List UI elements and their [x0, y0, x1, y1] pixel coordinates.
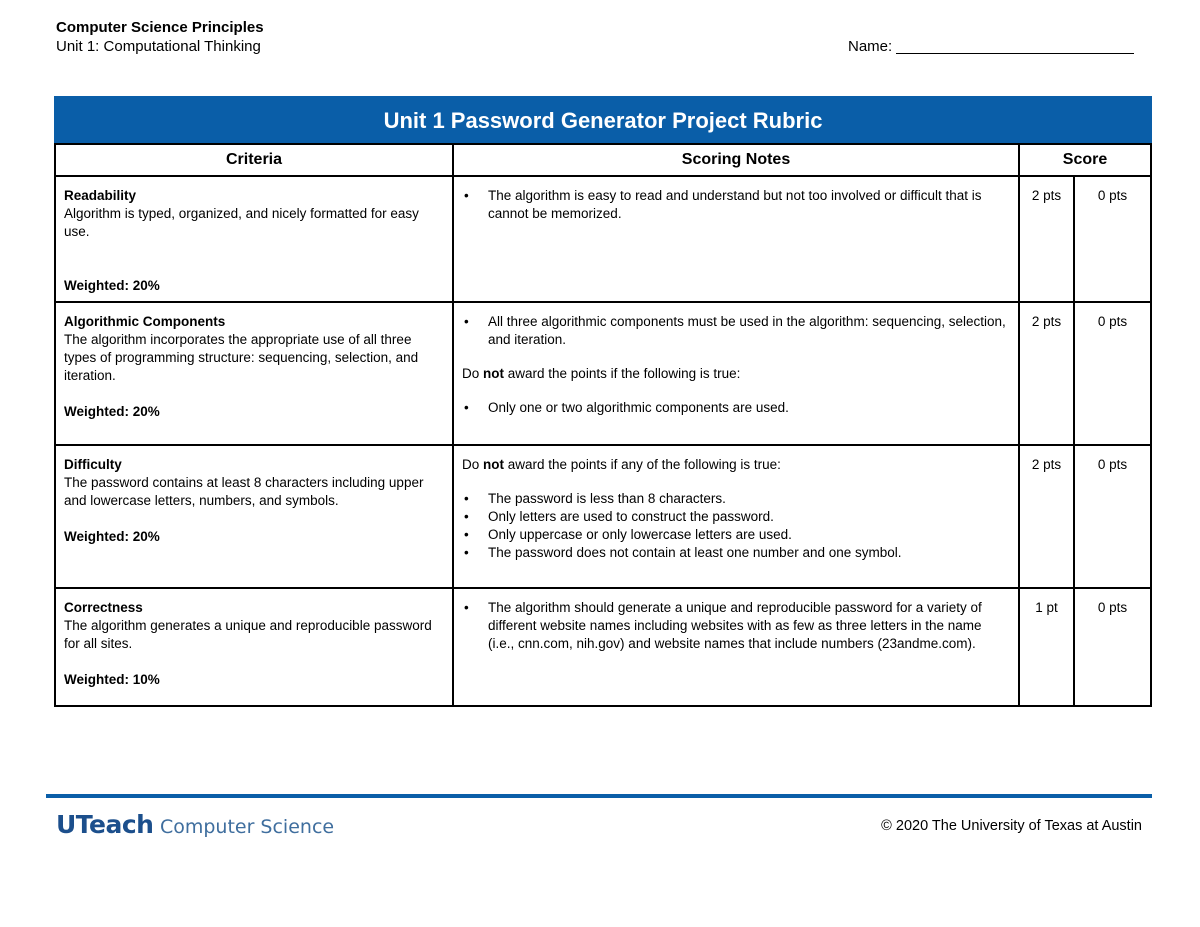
min-points: 0 pts: [1074, 445, 1151, 588]
column-header-score: Score: [1019, 144, 1151, 176]
name-blank-line[interactable]: [896, 53, 1134, 54]
criteria-cell: [55, 176, 453, 302]
table-row: [55, 588, 1151, 706]
award-condition: Do not award the points if the following is true:: [462, 366, 741, 381]
uteach-logo: [56, 810, 334, 839]
table-row: [55, 302, 1151, 445]
criteria-name: Algorithmic Components: [64, 314, 226, 329]
criteria-weight: Weighted: 10%: [64, 672, 160, 687]
scoring-notes-cell: [453, 176, 1019, 302]
unit-title: Unit 1: Computational Thinking: [56, 38, 261, 55]
criteria-description: The algorithm incorporates the appropriate use of all three types of programming structure: sequencing, selection, and iteration.: [64, 332, 419, 383]
max-points: 2 pts: [1019, 302, 1074, 445]
min-points: 0 pts: [1074, 302, 1151, 445]
column-header-criteria: Criteria: [55, 144, 453, 176]
criteria-description: The algorithm generates a unique and reproducible password for all sites.: [64, 618, 432, 651]
criteria-weight: Weighted: 20%: [64, 529, 160, 544]
criteria-name: Difficulty: [64, 457, 122, 472]
rubric-title: Unit 1 Password Generator Project Rubric: [55, 97, 1151, 144]
footer-divider: [46, 794, 1152, 798]
criteria-cell: [55, 445, 453, 588]
criteria-description: Algorithm is typed, organized, and nicely formatted for easy use.: [64, 206, 419, 239]
document-header: [56, 18, 264, 56]
copyright-notice: © 2020 The University of Texas at Austin: [881, 818, 1142, 834]
criteria-name: Correctness: [64, 600, 143, 615]
max-points: 2 pts: [1019, 176, 1074, 302]
criteria-cell: [55, 588, 453, 706]
criteria-weight: Weighted: 20%: [64, 404, 160, 419]
scoring-notes-cell: [453, 302, 1019, 445]
award-condition: Do not award the points if any of the following is true:: [462, 457, 781, 472]
criteria-description: The password contains at least 8 characters including upper and lowercase letters, numbers, and symbols.: [64, 475, 424, 508]
criteria-cell: [55, 302, 453, 445]
course-title: Computer Science Principles: [56, 19, 264, 36]
min-points: 0 pts: [1074, 176, 1151, 302]
scoring-notes-cell: [453, 588, 1019, 706]
logo-brand: UTeach: [56, 810, 154, 839]
name-label: Name:: [848, 38, 893, 55]
max-points: 2 pts: [1019, 445, 1074, 588]
list-item: • The password does not contain at least one number and one symbol.: [462, 544, 1010, 562]
rubric-table: [54, 96, 1152, 707]
name-field[interactable]: [848, 37, 1134, 56]
list-item: • The password is less than 8 characters.: [462, 490, 1010, 508]
list-item: • Only uppercase or only lowercase letters are used.: [462, 526, 1010, 544]
list-item: • All three algorithmic components must be used in the algorithm: sequencing, selection, and iteration.: [462, 313, 1010, 349]
list-item: • The algorithm should generate a unique and reproducible password for a variety of different website names including websites with as few as three letters in the name (i.e., cnn.com, nih.gov) and website names that include numbers (23andme.com).: [462, 599, 1010, 653]
list-item: • Only one or two algorithmic components are used.: [462, 399, 1010, 417]
criteria-name: Readability: [64, 188, 137, 203]
list-item: • The algorithm is easy to read and understand but not too involved or difficult that is cannot be memorized.: [462, 187, 1010, 223]
table-row: [55, 176, 1151, 302]
column-header-notes: Scoring Notes: [453, 144, 1019, 176]
table-header-row: [55, 144, 1151, 176]
list-item: • Only letters are used to construct the password.: [462, 508, 1010, 526]
max-points: 1 pt: [1019, 588, 1074, 706]
table-row: [55, 445, 1151, 588]
logo-subtitle: Computer Science: [159, 816, 335, 838]
scoring-notes-cell: [453, 445, 1019, 588]
min-points: 0 pts: [1074, 588, 1151, 706]
criteria-weight: Weighted: 20%: [64, 278, 160, 293]
